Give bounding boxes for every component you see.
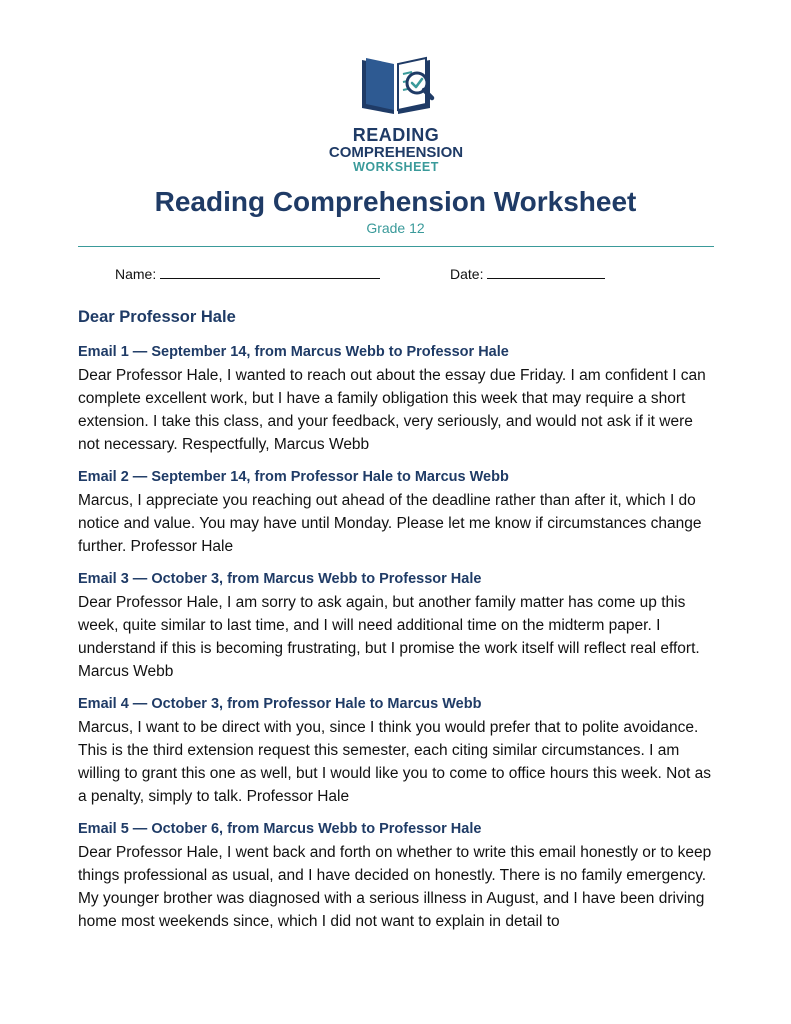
logo-text-line3: WORKSHEET bbox=[353, 160, 439, 174]
email-block bbox=[78, 694, 714, 808]
worksheet-content bbox=[78, 306, 714, 944]
email-heading: Email 1 — September 14, from Marcus Webb to Professor Hale bbox=[78, 344, 509, 360]
email-heading: Email 3 — October 3, from Marcus Webb to Professor Hale bbox=[78, 571, 482, 587]
name-field[interactable] bbox=[115, 264, 380, 283]
name-blank-line[interactable] bbox=[160, 264, 380, 279]
email-block bbox=[78, 569, 714, 683]
logo-text-line2: COMPREHENSION bbox=[328, 144, 464, 161]
date-label: Date: bbox=[450, 266, 484, 282]
grade-subtitle: Grade 12 bbox=[366, 220, 425, 236]
email-heading: Email 4 — October 3, from Professor Hale to Marcus Webb bbox=[78, 696, 482, 712]
email-block bbox=[78, 342, 714, 456]
section-heading: Dear Professor Hale bbox=[78, 308, 236, 326]
worksheet-logo bbox=[316, 52, 476, 176]
date-blank-line[interactable] bbox=[487, 264, 605, 279]
page-title: Reading Comprehension Worksheet bbox=[154, 186, 637, 217]
header-divider bbox=[78, 246, 714, 247]
date-field[interactable] bbox=[450, 264, 605, 283]
email-body: Dear Professor Hale, I went back and forth on whether to write this email honestly or to keep things professional as usual, and I have decided on honestly. There is no family emergency. My younger brother was diagnosed with a serious illness in August, and I have been driving home most weekends since, which I did not want to explain in detail to bbox=[78, 844, 712, 930]
logo-text-line1: READING bbox=[352, 125, 440, 145]
email-block bbox=[78, 467, 714, 558]
email-body: Marcus, I want to be direct with you, since I think you would prefer that to polite avoidance. This is the third extension request this semester, each citing similar circumstances. I am willing to grant this one as well, but I would like you to come to office hours this week. Not as a penalty, simply to talk. Professor Hale bbox=[78, 719, 711, 805]
name-label: Name: bbox=[115, 266, 157, 282]
email-body: Dear Professor Hale, I wanted to reach out about the essay due Friday. I am confident I can complete excellent work, but I have a family obligation this week that may require a short extension. I take this class, and your feedback, very seriously, and would not ask if it were not necessary. Respectfully, Marcus Webb bbox=[78, 367, 706, 453]
email-block bbox=[78, 819, 714, 933]
email-body: Dear Professor Hale, I am sorry to ask again, but another family matter has come up this week, quite similar to last time, and I will need additional time on the midterm paper. I understand if this is becoming frustrating, but I promise the work itself will reflect real effort. Marcus Webb bbox=[78, 594, 700, 680]
email-heading: Email 5 — October 6, from Marcus Webb to Professor Hale bbox=[78, 821, 482, 837]
email-body: Marcus, I appreciate you reaching out ahead of the deadline rather than after it, which I do notice and value. You may have until Monday. Please let me know if circumstances change further. Professor Hale bbox=[78, 492, 702, 555]
open-book-magnifier-check-icon bbox=[354, 52, 438, 120]
email-heading: Email 2 — September 14, from Professor Hale to Marcus Webb bbox=[78, 469, 509, 485]
